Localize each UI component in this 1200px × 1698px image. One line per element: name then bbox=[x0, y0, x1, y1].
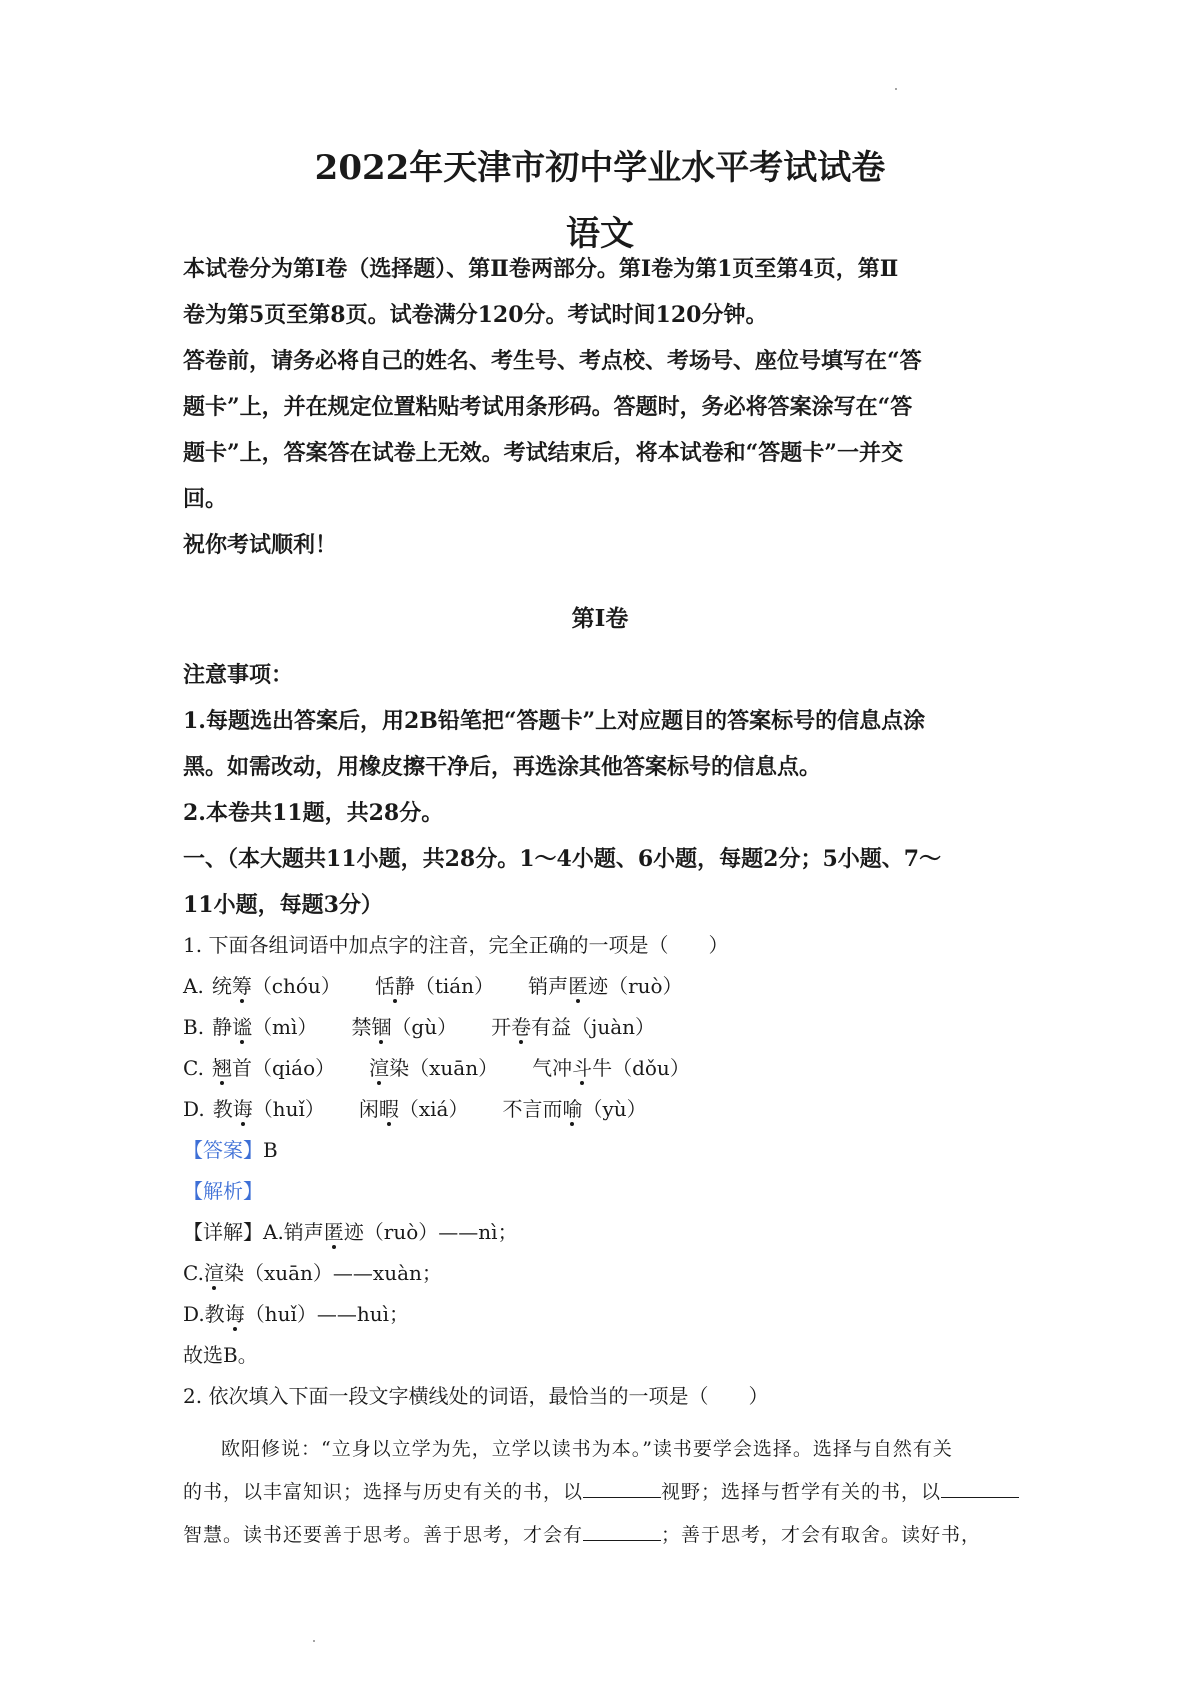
intro-line: 回。 bbox=[183, 486, 228, 512]
passage-text: 视野；选择与哲学有关的书，以 bbox=[661, 1481, 942, 1503]
fill-blank bbox=[583, 1522, 661, 1541]
word-part: 禁 bbox=[351, 1015, 372, 1039]
intro-line: 题卡”上，并在规定位置粘贴考试用条形码。答题时，务必将答案涂写在“答 bbox=[183, 394, 913, 420]
word-part: 教 bbox=[212, 1097, 233, 1121]
detail-text: D.教 bbox=[183, 1302, 225, 1326]
dotted-char: 筹 bbox=[231, 974, 252, 998]
scan-speck bbox=[895, 88, 897, 90]
detail-line bbox=[183, 1212, 1043, 1253]
pinyin: （xuān） bbox=[409, 1056, 499, 1080]
dotted-char: 诲 bbox=[232, 1097, 253, 1121]
options-list bbox=[183, 966, 1043, 1130]
option-word bbox=[375, 966, 494, 1007]
option-row bbox=[183, 1048, 1043, 1089]
word-part: 不言而 bbox=[502, 1097, 563, 1121]
dotted-char: 斗 bbox=[572, 1056, 593, 1080]
word-part: 开 bbox=[491, 1015, 512, 1039]
dotted-char: 匿 bbox=[323, 1220, 344, 1244]
intro-line: 本试卷分为第Ⅰ卷（选择题）、第Ⅱ卷两部分。第Ⅰ卷为第1页至第4页，第Ⅱ bbox=[183, 256, 899, 282]
word-part: 首 bbox=[231, 1056, 252, 1080]
detail-text: （huǐ）——huì； bbox=[244, 1302, 410, 1326]
pinyin: （dǒu） bbox=[612, 1056, 690, 1080]
analysis-line bbox=[183, 1171, 1043, 1212]
word-part: 气冲 bbox=[532, 1056, 573, 1080]
pinyin: （ruò） bbox=[608, 974, 683, 998]
detail-text: C. bbox=[183, 1261, 204, 1285]
option-word bbox=[212, 966, 341, 1007]
dotted-char: 翘 bbox=[211, 1056, 232, 1080]
subject-title: 语文 bbox=[566, 214, 634, 254]
dotted-char: 渲 bbox=[203, 1261, 224, 1285]
option-word bbox=[351, 1007, 457, 1048]
option-word bbox=[213, 1089, 325, 1130]
question-1 bbox=[183, 925, 1043, 1417]
option-word bbox=[369, 1048, 498, 1089]
pinyin: （gù） bbox=[391, 1015, 458, 1039]
part-instruction: 11小题，每题3分） bbox=[183, 892, 383, 918]
option-word bbox=[359, 1089, 469, 1130]
pinyin: （xiá） bbox=[398, 1097, 469, 1121]
intro-line: 答卷前，请务必将自己的姓名、考生号、考点校、考场号、座位号填写在“答 bbox=[183, 348, 922, 374]
passage-text: 智慧。读书还要善于思考。善于思考，才会有 bbox=[183, 1524, 584, 1546]
exam-title: 2022年天津市初中学业水平考试试卷 bbox=[314, 148, 886, 188]
detail-text: A.销声 bbox=[263, 1220, 324, 1244]
intro-line: 题卡”上，答案答在试卷上无效。考试结束后，将本试卷和“答题卡”一并交 bbox=[183, 440, 903, 466]
pinyin: （huǐ） bbox=[252, 1097, 325, 1121]
dotted-char: 谧 bbox=[232, 1015, 253, 1039]
option-row bbox=[183, 966, 1043, 1007]
option-label: B. bbox=[183, 1015, 205, 1039]
option-row bbox=[183, 1007, 1043, 1048]
dotted-char: 诲 bbox=[224, 1302, 245, 1326]
analysis-tag: 【解析】 bbox=[183, 1179, 263, 1203]
dotted-char: 喻 bbox=[562, 1097, 583, 1121]
q2-passage bbox=[183, 1428, 1028, 1557]
word-part: 销声 bbox=[528, 974, 569, 998]
passage-text: 的书，以丰富知识；选择与历史有关的书，以 bbox=[183, 1481, 584, 1503]
option-word bbox=[528, 966, 682, 1007]
dotted-char: 卷 bbox=[511, 1015, 532, 1039]
option-row bbox=[183, 1089, 1043, 1130]
option-word bbox=[491, 1007, 655, 1048]
word-part: 染 bbox=[389, 1056, 410, 1080]
word-part: 牛 bbox=[592, 1056, 613, 1080]
note-item: 1.每题选出答案后，用2B铅笔把“答题卡”上对应题目的答案标号的信息点涂 bbox=[183, 708, 926, 734]
intro-block bbox=[183, 246, 1023, 568]
pinyin: （mì） bbox=[252, 1015, 318, 1039]
word-part: 统 bbox=[211, 974, 232, 998]
conclusion-line: 故选B。 bbox=[183, 1343, 258, 1367]
option-label: C. bbox=[183, 1056, 204, 1080]
answer-value: B bbox=[263, 1138, 278, 1162]
note-item: 2.本卷共11题，共28分。 bbox=[183, 800, 444, 826]
detail-text: 染（xuān）——xuàn； bbox=[223, 1261, 442, 1285]
option-label: D. bbox=[183, 1097, 205, 1121]
pinyin: （chóu） bbox=[251, 974, 341, 998]
dotted-char: 暇 bbox=[378, 1097, 399, 1121]
fill-blank bbox=[583, 1479, 661, 1498]
word-part: 恬 bbox=[374, 974, 395, 998]
section-heading: 第Ⅰ卷 bbox=[571, 605, 629, 632]
word-part: 迹 bbox=[588, 974, 609, 998]
detail-tag: 【详解】 bbox=[183, 1220, 263, 1244]
question-stem: 1. 下面各组词语中加点字的注音，完全正确的一项是（ ） bbox=[183, 933, 729, 957]
dotted-char: 渲 bbox=[369, 1056, 390, 1080]
option-word bbox=[212, 1048, 335, 1089]
notes-heading: 注意事项： bbox=[183, 662, 294, 688]
fill-blank bbox=[941, 1479, 1019, 1498]
word-part: 静 bbox=[212, 1015, 233, 1039]
scan-speck bbox=[313, 1640, 315, 1642]
dotted-char: 匿 bbox=[568, 974, 589, 998]
dotted-char: 锢 bbox=[371, 1015, 392, 1039]
option-word bbox=[502, 1089, 646, 1130]
pinyin: （tián） bbox=[414, 974, 495, 998]
option-word bbox=[532, 1048, 690, 1089]
pinyin: （qiáo） bbox=[251, 1056, 336, 1080]
passage-text: ；善于思考，才会有取舍。读好书， bbox=[661, 1524, 982, 1546]
intro-line: 卷为第5页至第8页。试卷满分120分。考试时间120分钟。 bbox=[183, 302, 768, 328]
option-word bbox=[212, 1007, 317, 1048]
pinyin: （yù） bbox=[582, 1097, 647, 1121]
notes-block bbox=[183, 652, 1033, 928]
answer-tag: 【答案】 bbox=[183, 1138, 263, 1162]
question-stem: 2. 依次填入下面一段文字横线处的词语，最恰当的一项是（ ） bbox=[183, 1384, 769, 1408]
word-part: 有益 bbox=[531, 1015, 572, 1039]
good-luck-line: 祝你考试顺利！ bbox=[183, 532, 338, 558]
pinyin: （juàn） bbox=[571, 1015, 656, 1039]
passage-line: 欧阳修说：“立身以立学为先，立学以读书为本。”读书要学会选择。选择与自然有关 bbox=[221, 1438, 953, 1460]
passage-line bbox=[183, 1514, 1028, 1557]
word-part: 静 bbox=[394, 974, 415, 998]
answer-line bbox=[183, 1130, 1043, 1171]
detail-line bbox=[183, 1294, 1043, 1335]
detail-line bbox=[183, 1253, 1043, 1294]
part-instruction: 一、（本大题共11小题，共28分。1～4小题、6小题，每题2分；5小题、7～ bbox=[183, 846, 942, 872]
note-item: 黑。如需改动，用橡皮擦干净后，再选涂其他答案标号的信息点。 bbox=[183, 754, 822, 780]
detail-text: 迹（ruò）——nì； bbox=[343, 1220, 518, 1244]
option-label: A. bbox=[183, 974, 204, 998]
passage-line bbox=[183, 1471, 1028, 1514]
word-part: 闲 bbox=[358, 1097, 379, 1121]
